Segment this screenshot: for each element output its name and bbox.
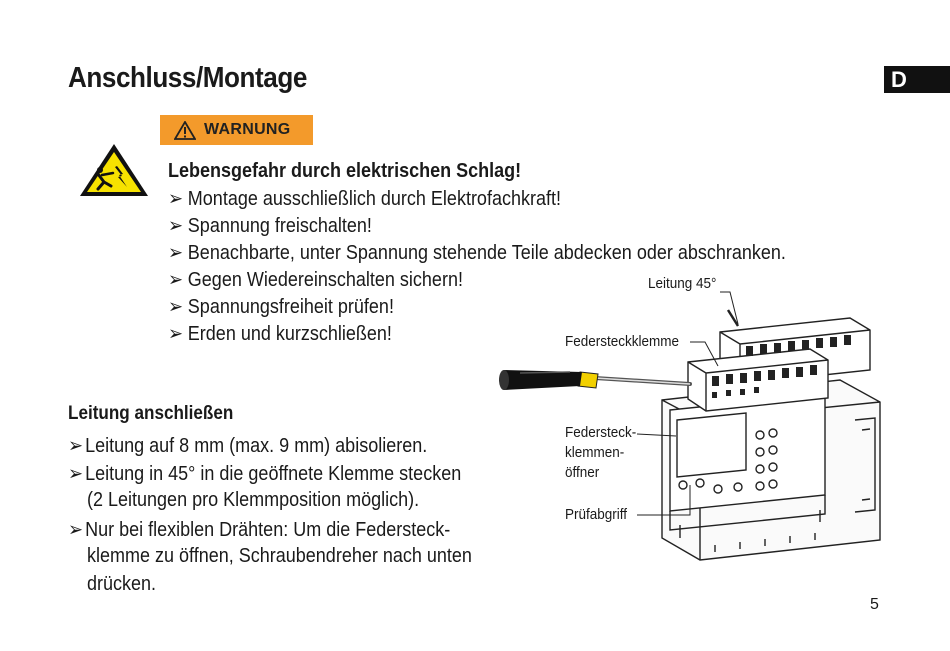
electric-shock-hazard-icon [78,142,150,198]
connect-line: (2 Leitungen pro Klemmposition möglich). [87,489,420,511]
connect-heading: Leitung anschließen [68,403,234,424]
language-tab: D [884,66,950,93]
page-number: 5 [870,596,879,613]
connect-line: ➢ Nur bei flexiblen Drähten: Um die Federsteck- [68,519,451,541]
warning-banner [160,115,313,145]
warning-item: ➢ Spannungsfreiheit prüfen! [168,296,394,318]
warning-label: WARNUNG [204,121,291,138]
warning-item: ➢ Benachbarte, unter Spannung stehende Teile abdecken oder abschranken. [168,242,786,264]
label-leitung-45: Leitung 45° [648,275,717,292]
device-diagram [490,270,890,570]
page-title: Anschluss/Montage [68,62,307,94]
warning-heading: Lebensgefahr durch elektrischen Schlag! [168,160,522,182]
label-federsteckklemme: Federsteckklemme [565,333,680,350]
connect-line: ➢ Leitung auf 8 mm (max. 9 mm) abisolieren. [68,435,428,457]
connect-line: drücken. [87,573,157,595]
warning-item: ➢ Spannung freischalten! [168,215,372,237]
warning-item: ➢ Erden und kurzschließen! [168,323,392,345]
label-klemmenoeffner-2: klemmen- [565,444,625,461]
label-klemmenoeffner-1: Federsteck- [565,424,637,441]
warning-item: ➢ Gegen Wiedereinschalten sichern! [168,269,463,291]
connect-line: klemme zu öffnen, Schraubendreher nach unten [87,545,472,567]
connect-line: ➢ Leitung in 45° in die geöffnete Klemme stecken [68,463,462,485]
warning-triangle-icon [174,121,196,140]
label-pruefabgriff: Prüfabgriff [565,506,628,523]
warning-item: ➢ Montage ausschließlich durch Elektrofachkraft! [168,188,561,210]
label-klemmenoeffner-3: öffner [565,464,600,481]
